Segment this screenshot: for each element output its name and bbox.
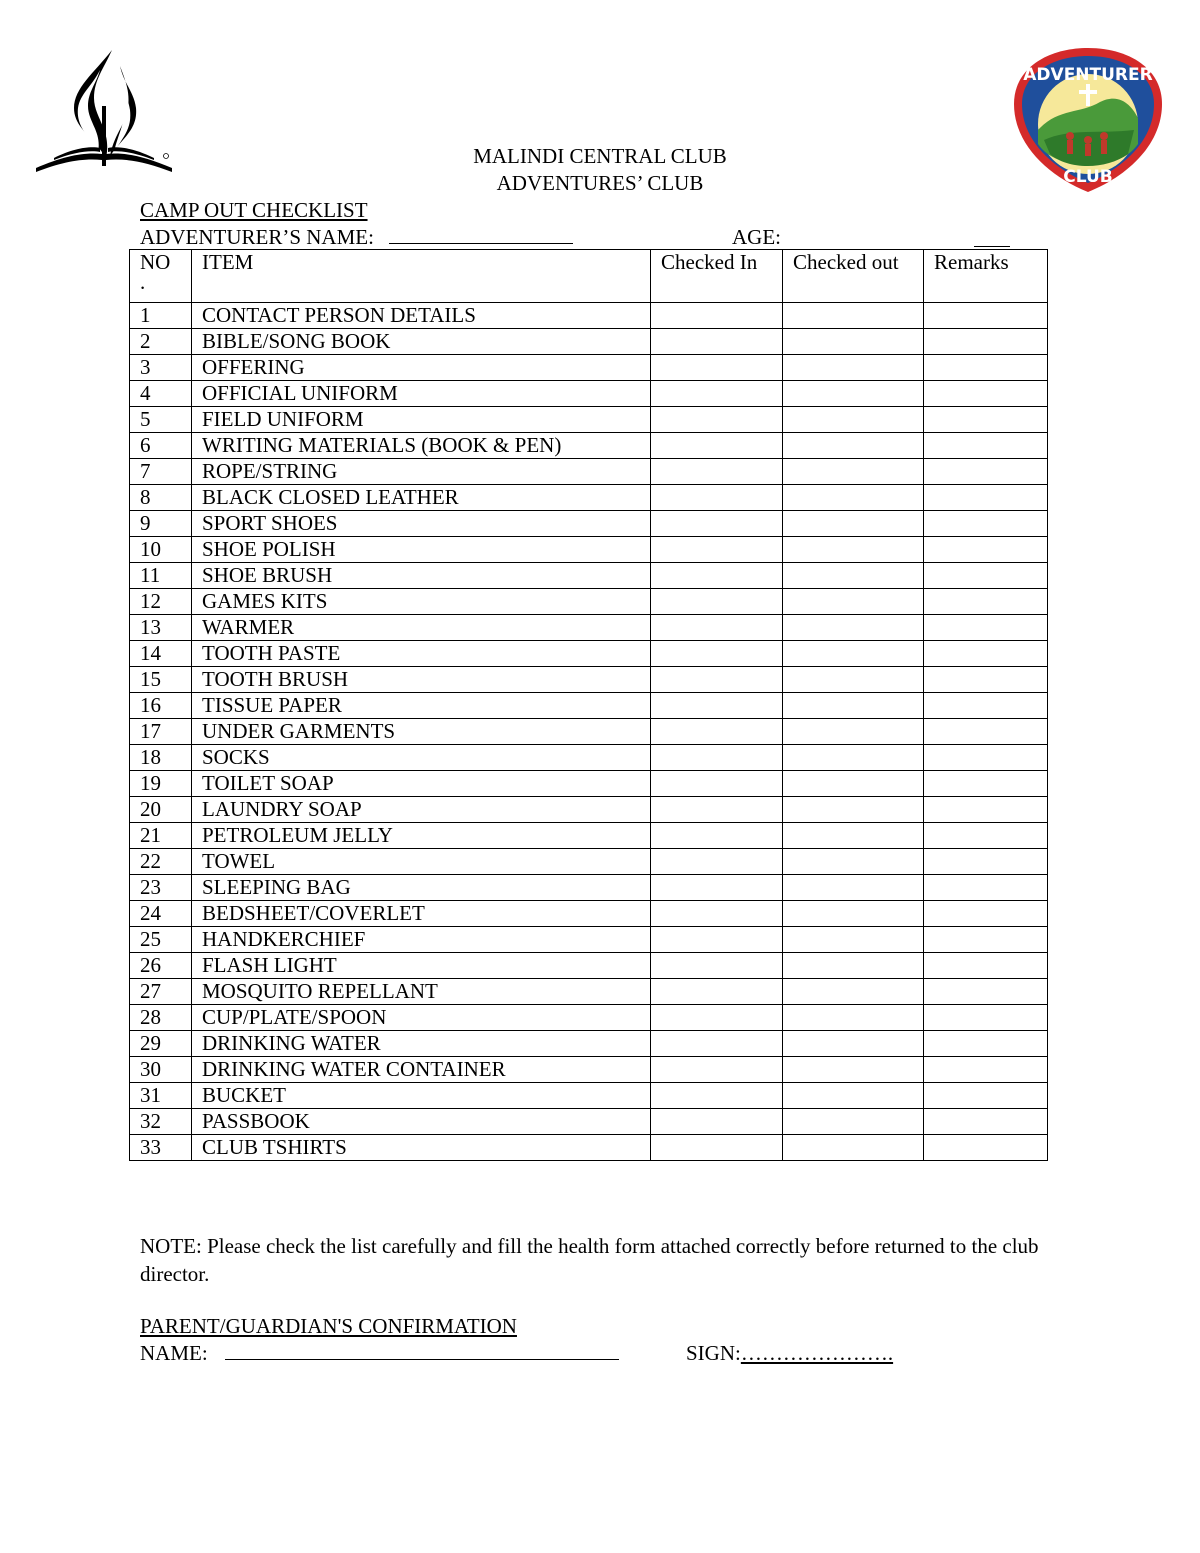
note-text: NOTE: Please check the list carefully and fill the health form attached correctly before returned to the club director. — [140, 1234, 1039, 1286]
checked-out-cell[interactable] — [783, 849, 924, 875]
table-row — [130, 1135, 1048, 1161]
remarks-cell[interactable] — [924, 641, 1048, 667]
checked-in-cell[interactable] — [651, 1057, 783, 1083]
row-number: 26 — [130, 953, 192, 979]
checked-in-cell[interactable] — [651, 485, 783, 511]
confirmation-title: PARENT/GUARDIAN'S CONFIRMATION — [140, 1314, 517, 1338]
remarks-cell[interactable] — [924, 1057, 1048, 1083]
table-row — [130, 797, 1048, 823]
row-number: 8 — [130, 485, 192, 511]
table-row — [130, 407, 1048, 433]
row-item: CUP/PLATE/SPOON — [192, 1005, 651, 1031]
remarks-cell[interactable] — [924, 459, 1048, 485]
remarks-cell[interactable] — [924, 1005, 1048, 1031]
checked-in-cell[interactable] — [651, 433, 783, 459]
row-item: OFFICIAL UNIFORM — [192, 381, 651, 407]
remarks-cell[interactable] — [924, 589, 1048, 615]
remarks-cell[interactable] — [924, 797, 1048, 823]
checked-out-cell[interactable] — [783, 303, 924, 329]
checked-out-cell[interactable] — [783, 433, 924, 459]
row-item: SLEEPING BAG — [192, 875, 651, 901]
checked-in-cell[interactable] — [651, 1109, 783, 1135]
checked-out-cell[interactable] — [783, 641, 924, 667]
checked-out-cell[interactable] — [783, 381, 924, 407]
checked-in-cell[interactable] — [651, 693, 783, 719]
row-item: FLASH LIGHT — [192, 953, 651, 979]
adventurer-name-row — [140, 225, 573, 250]
parent-name-row — [140, 1341, 619, 1366]
row-number: 3 — [130, 355, 192, 381]
table-row — [130, 381, 1048, 407]
table-row — [130, 1057, 1048, 1083]
checked-out-cell[interactable] — [783, 615, 924, 641]
row-item: ROPE/STRING — [192, 459, 651, 485]
checked-in-cell[interactable] — [651, 303, 783, 329]
row-number: 20 — [130, 797, 192, 823]
remarks-cell[interactable] — [924, 615, 1048, 641]
checklist-table — [129, 249, 1048, 1161]
table-row — [130, 615, 1048, 641]
row-item: TISSUE PAPER — [192, 693, 651, 719]
checked-in-cell[interactable] — [651, 797, 783, 823]
remarks-cell[interactable] — [924, 355, 1048, 381]
checked-in-cell[interactable] — [651, 771, 783, 797]
parent-name-label: NAME: — [140, 1341, 208, 1365]
row-item: TOILET SOAP — [192, 771, 651, 797]
row-number: 1 — [130, 303, 192, 329]
remarks-cell[interactable] — [924, 979, 1048, 1005]
row-number: 12 — [130, 589, 192, 615]
row-number: 32 — [130, 1109, 192, 1135]
remarks-cell[interactable] — [924, 849, 1048, 875]
table-row — [130, 745, 1048, 771]
checked-in-cell[interactable] — [651, 719, 783, 745]
remarks-cell[interactable] — [924, 303, 1048, 329]
checked-in-cell[interactable] — [651, 823, 783, 849]
checked-out-cell[interactable] — [783, 771, 924, 797]
checked-out-cell[interactable] — [783, 329, 924, 355]
table-row — [130, 1031, 1048, 1057]
checked-out-cell[interactable] — [783, 1135, 924, 1161]
table-row — [130, 1083, 1048, 1109]
row-number: 5 — [130, 407, 192, 433]
checked-out-cell[interactable] — [783, 1109, 924, 1135]
header-item: ITEM — [192, 250, 651, 303]
row-number: 22 — [130, 849, 192, 875]
table-row — [130, 537, 1048, 563]
checked-in-cell[interactable] — [651, 407, 783, 433]
row-number: 16 — [130, 693, 192, 719]
checked-in-cell[interactable] — [651, 849, 783, 875]
checked-in-cell[interactable] — [651, 1135, 783, 1161]
row-number: 7 — [130, 459, 192, 485]
table-row — [130, 1109, 1048, 1135]
checked-out-cell[interactable] — [783, 693, 924, 719]
age-label: AGE: — [732, 225, 781, 249]
checked-in-cell[interactable] — [651, 329, 783, 355]
row-item: GAMES KITS — [192, 589, 651, 615]
remarks-cell[interactable] — [924, 537, 1048, 563]
checked-out-cell[interactable] — [783, 745, 924, 771]
row-item: TOWEL — [192, 849, 651, 875]
header-no: NO . — [130, 250, 192, 303]
row-number: 21 — [130, 823, 192, 849]
table-row — [130, 459, 1048, 485]
row-item: MOSQUITO REPELLANT — [192, 979, 651, 1005]
table-row — [130, 485, 1048, 511]
checked-out-cell[interactable] — [783, 719, 924, 745]
club-name: MALINDI CENTRAL CLUB — [473, 144, 727, 168]
remarks-cell[interactable] — [924, 485, 1048, 511]
row-item: SHOE POLISH — [192, 537, 651, 563]
checked-out-cell[interactable] — [783, 589, 924, 615]
row-item: BUCKET — [192, 1083, 651, 1109]
checked-out-cell[interactable] — [783, 407, 924, 433]
remarks-cell[interactable] — [924, 1083, 1048, 1109]
table-header-row — [130, 250, 1048, 303]
row-number: 19 — [130, 771, 192, 797]
parent-name-field[interactable] — [225, 1359, 619, 1360]
row-item: BLACK CLOSED LEATHER — [192, 485, 651, 511]
sign-label: SIGN: — [686, 1341, 741, 1365]
row-item: TOOTH BRUSH — [192, 667, 651, 693]
table-row — [130, 823, 1048, 849]
remarks-cell[interactable] — [924, 823, 1048, 849]
badge-top-text: ADVENTURER — [1023, 65, 1153, 85]
checked-out-cell[interactable] — [783, 953, 924, 979]
badge-bottom-text: CLUB — [1063, 167, 1113, 187]
row-number: 13 — [130, 615, 192, 641]
checked-in-cell[interactable] — [651, 1031, 783, 1057]
table-row — [130, 875, 1048, 901]
checked-in-cell[interactable] — [651, 381, 783, 407]
header-remarks: Remarks — [924, 250, 1048, 303]
table-row — [130, 693, 1048, 719]
row-number: 23 — [130, 875, 192, 901]
row-item: TOOTH PASTE — [192, 641, 651, 667]
row-number: 25 — [130, 927, 192, 953]
header-checked-out: Checked out — [783, 250, 924, 303]
checked-in-cell[interactable] — [651, 537, 783, 563]
checked-out-cell[interactable] — [783, 979, 924, 1005]
table-row — [130, 1005, 1048, 1031]
row-item: WARMER — [192, 615, 651, 641]
checked-out-cell[interactable] — [783, 875, 924, 901]
remarks-cell[interactable] — [924, 1031, 1048, 1057]
checked-in-cell[interactable] — [651, 979, 783, 1005]
table-row — [130, 303, 1048, 329]
table-row — [130, 355, 1048, 381]
checked-out-cell[interactable] — [783, 563, 924, 589]
remarks-cell[interactable] — [924, 745, 1048, 771]
remarks-cell[interactable] — [924, 563, 1048, 589]
checked-out-cell[interactable] — [783, 901, 924, 927]
remarks-cell[interactable] — [924, 901, 1048, 927]
row-item: LAUNDRY SOAP — [192, 797, 651, 823]
row-item: HANDKERCHIEF — [192, 927, 651, 953]
checked-in-cell[interactable] — [651, 667, 783, 693]
remarks-cell[interactable] — [924, 381, 1048, 407]
row-number: 33 — [130, 1135, 192, 1161]
checked-in-cell[interactable] — [651, 927, 783, 953]
adventurer-name-label: ADVENTURER’S NAME: — [140, 225, 374, 249]
sign-row — [686, 1341, 893, 1366]
row-number: 27 — [130, 979, 192, 1005]
checked-in-cell[interactable] — [651, 745, 783, 771]
row-item: SHOE BRUSH — [192, 563, 651, 589]
row-number: 9 — [130, 511, 192, 537]
remarks-cell[interactable] — [924, 511, 1048, 537]
table-row — [130, 329, 1048, 355]
table-row — [130, 433, 1048, 459]
row-item: OFFERING — [192, 355, 651, 381]
remarks-cell[interactable] — [924, 1135, 1048, 1161]
row-item: CONTACT PERSON DETAILS — [192, 303, 651, 329]
remarks-cell[interactable] — [924, 875, 1048, 901]
row-number: 11 — [130, 563, 192, 589]
table-row — [130, 953, 1048, 979]
row-number: 30 — [130, 1057, 192, 1083]
checked-out-cell[interactable] — [783, 1031, 924, 1057]
remarks-cell[interactable] — [924, 329, 1048, 355]
remarks-cell[interactable] — [924, 407, 1048, 433]
table-row — [130, 511, 1048, 537]
table-row — [130, 719, 1048, 745]
row-item: CLUB TSHIRTS — [192, 1135, 651, 1161]
checked-out-cell[interactable] — [783, 511, 924, 537]
checked-out-cell[interactable] — [783, 797, 924, 823]
checked-out-cell[interactable] — [783, 1005, 924, 1031]
checked-in-cell[interactable] — [651, 1083, 783, 1109]
row-number: 28 — [130, 1005, 192, 1031]
row-item: PASSBOOK — [192, 1109, 651, 1135]
checked-in-cell[interactable] — [651, 1005, 783, 1031]
row-number: 24 — [130, 901, 192, 927]
table-row — [130, 641, 1048, 667]
club-subtitle: ADVENTURES’ CLUB — [496, 171, 704, 195]
row-item: BEDSHEET/COVERLET — [192, 901, 651, 927]
checked-in-cell[interactable] — [651, 459, 783, 485]
row-item: DRINKING WATER — [192, 1031, 651, 1057]
checked-out-cell[interactable] — [783, 537, 924, 563]
checked-out-cell[interactable] — [783, 459, 924, 485]
checked-in-cell[interactable] — [651, 511, 783, 537]
remarks-cell[interactable] — [924, 667, 1048, 693]
checked-out-cell[interactable] — [783, 1083, 924, 1109]
row-item: WRITING MATERIALS (BOOK & PEN) — [192, 433, 651, 459]
row-item: BIBLE/SONG BOOK — [192, 329, 651, 355]
checked-in-cell[interactable] — [651, 355, 783, 381]
row-number: 15 — [130, 667, 192, 693]
checked-out-cell[interactable] — [783, 667, 924, 693]
checked-in-cell[interactable] — [651, 641, 783, 667]
row-number: 10 — [130, 537, 192, 563]
remarks-cell[interactable] — [924, 927, 1048, 953]
row-number: 17 — [130, 719, 192, 745]
row-number: 14 — [130, 641, 192, 667]
row-number: 31 — [130, 1083, 192, 1109]
row-item: SOCKS — [192, 745, 651, 771]
remarks-cell[interactable] — [924, 693, 1048, 719]
row-item: SPORT SHOES — [192, 511, 651, 537]
row-item: FIELD UNIFORM — [192, 407, 651, 433]
row-number: 2 — [130, 329, 192, 355]
checklist-title: CAMP OUT CHECKLIST — [140, 198, 368, 222]
checked-in-cell[interactable] — [651, 901, 783, 927]
checked-out-cell[interactable] — [783, 485, 924, 511]
checked-out-cell[interactable] — [783, 355, 924, 381]
checked-in-cell[interactable] — [651, 563, 783, 589]
remarks-cell[interactable] — [924, 719, 1048, 745]
sign-field[interactable]: …………………. — [740, 1341, 894, 1365]
table-row — [130, 771, 1048, 797]
table-row — [130, 901, 1048, 927]
table-row — [130, 667, 1048, 693]
row-item: DRINKING WATER CONTAINER — [192, 1057, 651, 1083]
table-row — [130, 589, 1048, 615]
remarks-cell[interactable] — [924, 771, 1048, 797]
checked-out-cell[interactable] — [783, 927, 924, 953]
table-row — [130, 979, 1048, 1005]
checked-out-cell[interactable] — [783, 823, 924, 849]
checked-in-cell[interactable] — [651, 875, 783, 901]
header-checked-in: Checked In — [651, 250, 783, 303]
remarks-cell[interactable] — [924, 1109, 1048, 1135]
row-item: PETROLEUM JELLY — [192, 823, 651, 849]
row-number: 18 — [130, 745, 192, 771]
remarks-cell[interactable] — [924, 953, 1048, 979]
checked-in-cell[interactable] — [651, 615, 783, 641]
adventurer-name-field[interactable] — [389, 243, 573, 244]
row-number: 29 — [130, 1031, 192, 1057]
table-row — [130, 563, 1048, 589]
row-number: 4 — [130, 381, 192, 407]
checked-in-cell[interactable] — [651, 589, 783, 615]
checked-out-cell[interactable] — [783, 1057, 924, 1083]
remarks-cell[interactable] — [924, 433, 1048, 459]
row-number: 6 — [130, 433, 192, 459]
table-row — [130, 849, 1048, 875]
row-item: UNDER GARMENTS — [192, 719, 651, 745]
age-field[interactable] — [974, 246, 1010, 247]
checked-in-cell[interactable] — [651, 953, 783, 979]
table-row — [130, 927, 1048, 953]
